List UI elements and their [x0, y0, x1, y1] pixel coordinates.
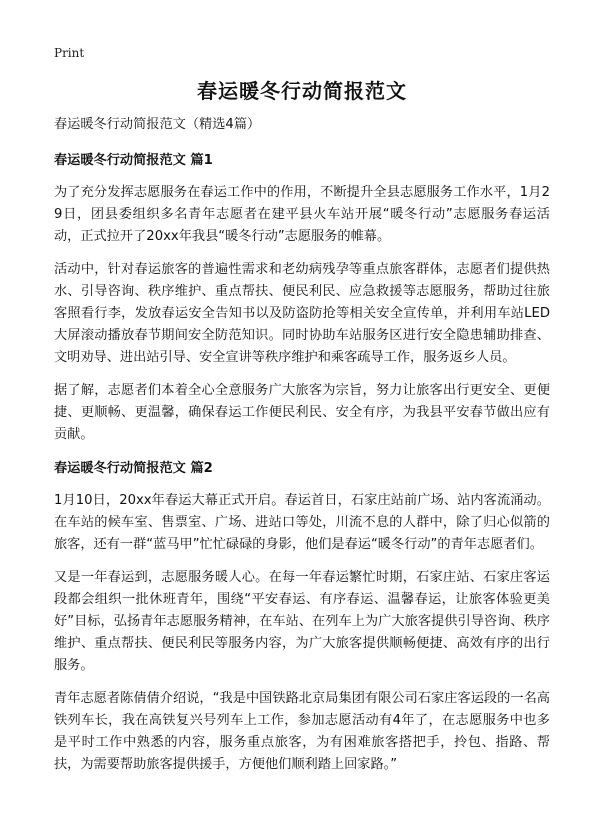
paragraph: 1月10日，20xx年春运大幕正式开启。春运首日，石家庄站前广场、站内客流涌动。在车站的候车室、售票室、广场、进站口等处，川流不息的人群中，除了归心似箭的旅客，还有一群“蓝马甲”忙忙碌碌的身影，他们是春运“暖冬行动”的青年志愿者们。: [54, 493, 550, 552]
print-link[interactable]: Print: [54, 46, 85, 60]
paragraph: 又是一年春运到，志愿服务暖人心。在每一年春运繁忙时期，石家庄站、石家庄客运段都会组织一批休班青年，围绕“平安春运、有序春运、温馨春运，让旅客体验更美好”目标，弘扬青年志愿服务精神，在车站、在列车上为广大旅客提供引导咨询、秩序维护、重点帮扶、便民利民等服务内容，为广大旅客提供顺畅便捷、高效有序的出行服务。: [54, 570, 550, 673]
page-title: 春运暖冬行动简报范文: [197, 79, 407, 103]
document-subtitle: 春运暖冬行动简报范文（精选4篇）: [54, 117, 261, 132]
paragraph: 为了充分发挥志愿服务在春运工作中的作用，不断提升全县志愿服务工作水平，1月29日，团县委组织多名青年志愿者在建平县火车站开展“暖冬行动”志愿服务春运活动，正式拉开了20xx年我县“暖冬行动”志愿服务的帷幕。: [54, 185, 550, 244]
section-1: [54, 151, 550, 446]
section-2: [54, 459, 550, 776]
paragraph: 活动中，针对春运旅客的普遍性需求和老幼病残孕等重点旅客群体，志愿者们提供热水、引导咨询、秩序维护、重点帮扶、便民利民、应急救援等志愿服务，帮助过往旅客照看行李，发放春运安全告知书以及防盗防抢等相关安全宣传单，并利用车站LED大屏滚动播放春节期间安全防范知识。同时协助车站服务区进行安全隐患辅助排查、文明劝导、进出站引导、安全宣讲等秩序维护和乘客疏导工作，服务返乡人员。: [54, 262, 550, 365]
section-heading: 春运暖冬行动简报范文 篇1: [54, 153, 213, 168]
paragraph: 据了解，志愿者们本着全心全意服务广大旅客为宗旨，努力让旅客出行更安全、更便捷、更顺畅、更温馨，确保春运工作便民利民、安全有序，为我县平安春节做出应有贡献。: [54, 383, 550, 442]
section-heading: 春运暖冬行动简报范文 篇2: [54, 461, 213, 476]
paragraph: 青年志愿者陈倩倩介绍说，“我是中国铁路北京局集团有限公司石家庄客运段的一名高铁列车长，我在高铁复兴号列车上工作，参加志愿活动有4年了，在志愿服务中也多是平时工作中熟悉的内容，服务重点旅客，为有困难旅客搭把手，拎包、指路、帮扶，为需要帮助旅客提供援手，方便他们顺利踏上回家路。”: [54, 691, 550, 772]
